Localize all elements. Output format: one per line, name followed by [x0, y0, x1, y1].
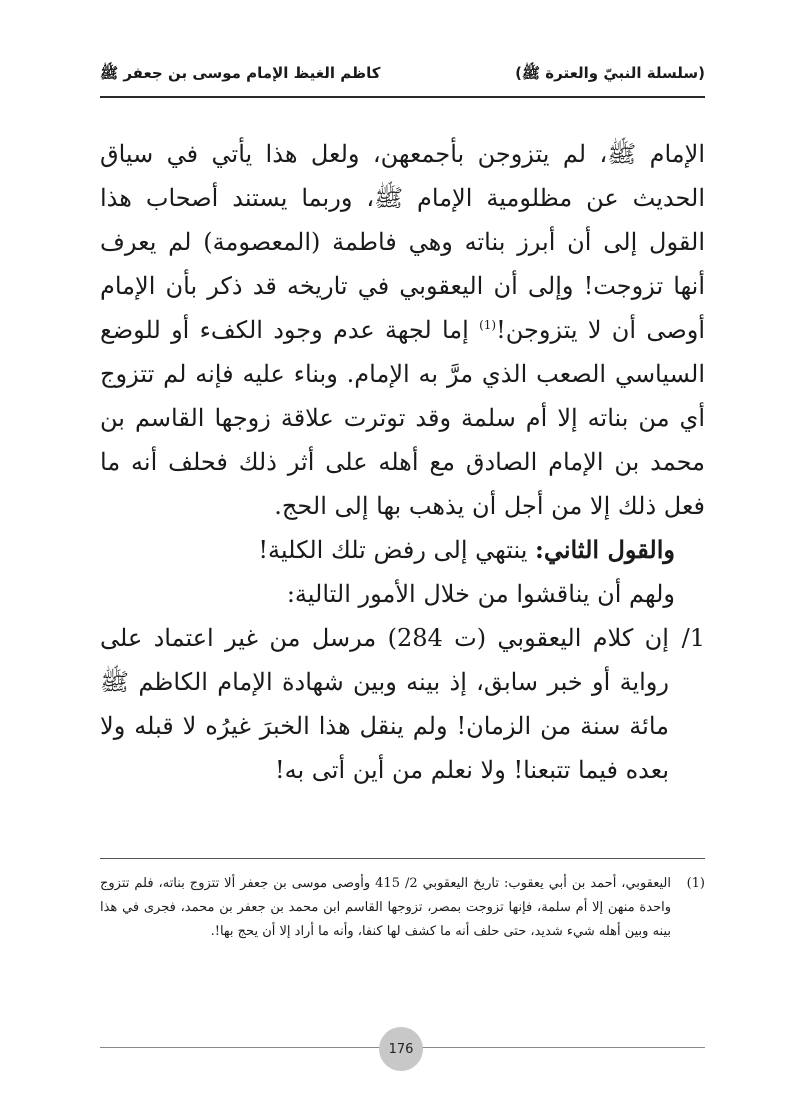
book-title: كاظم الغيظ الإمام موسى بن جعفر ﷺ	[100, 64, 381, 82]
running-header	[100, 60, 705, 90]
footnote-number: (1)	[686, 876, 705, 891]
paragraph-1	[100, 132, 705, 528]
paragraph-2	[100, 528, 705, 572]
paragraph-1-part-a: الإمام ﷺ، لم يتزوجن بأجمعهن، ولعل هذا يأتي في سياق الحديث عن مظلومية الإمام ﷺ، وربما يستند أصحاب هذا القول إلى أن أبرز بناته وهي فاطمة (المعصومة) لم يعرف أنها تزوجت! وإلى أن اليعقوبي في تاريخه قد ذكر بأن الإمام أوصى أن لا يتزوجن!	[100, 140, 705, 344]
page-number: 176	[379, 1027, 423, 1071]
footnote-divider	[100, 858, 705, 859]
list-item	[100, 616, 705, 792]
list-item-text: إن كلام اليعقوبي (ت 284) مرسل من غير اعتماد على رواية أو خبر سابق، إذ بينه وبين شهادة الإمام الكاظم ﷺ مائة سنة من الزمان! ولم ينقل هذا الخبرَ غيرُه لا قبله ولا بعده فيما تتبعنا! ولا نعلم من أين أتى به!	[100, 624, 669, 784]
paragraph-2-rest: ينتهي إلى رفض تلك الكلية!	[258, 536, 536, 564]
paragraph-2-lead: والقول الثاني:	[535, 535, 675, 564]
paragraph-3: ولهم أن يناقشوا من خلال الأمور التالية:	[286, 580, 675, 608]
footnote-text: اليعقوبي، أحمد بن أبي يعقوب: تاريخ اليعقوبي 2/ 415 وأوصى موسى بن جعفر ألا تتزوج بناته، فلم تتزوج واحدة منهن إلا أم سلمة، فإنها تزوجت بمصر، تزوجها القاسم ابن محمد بن جعفر بن محمد، فجرى في هذا بينه وبين أهله شيء شديد، حتى حلف أنه ما كشف لها كنفا، وأنه ما أراد إلا أن يحج بها!.	[100, 876, 671, 939]
series-title: (سلسلة النبيّ والعترة ﷺ)	[515, 64, 705, 82]
main-text	[100, 132, 705, 792]
header-divider	[100, 96, 705, 98]
footnote-reference[interactable]: (1)	[479, 318, 497, 332]
paragraph-1-part-b: إما لجهة عدم وجود الكفء أو للوضع السياسي الصعب الذي مرَّ به الإمام. وبناء عليه فإنه لم تتزوج أي من بناته إلا أم سلمة وقد توترت علاقة زوجها القاسم بن محمد بن الإمام الصادق مع أهله على أثر ذلك فحلف أنه ما فعل ذلك إلا من أجل أن يذهب بها إلى الحج.	[100, 316, 705, 520]
footnote	[100, 872, 705, 944]
list-item-number: 1/	[681, 624, 705, 652]
